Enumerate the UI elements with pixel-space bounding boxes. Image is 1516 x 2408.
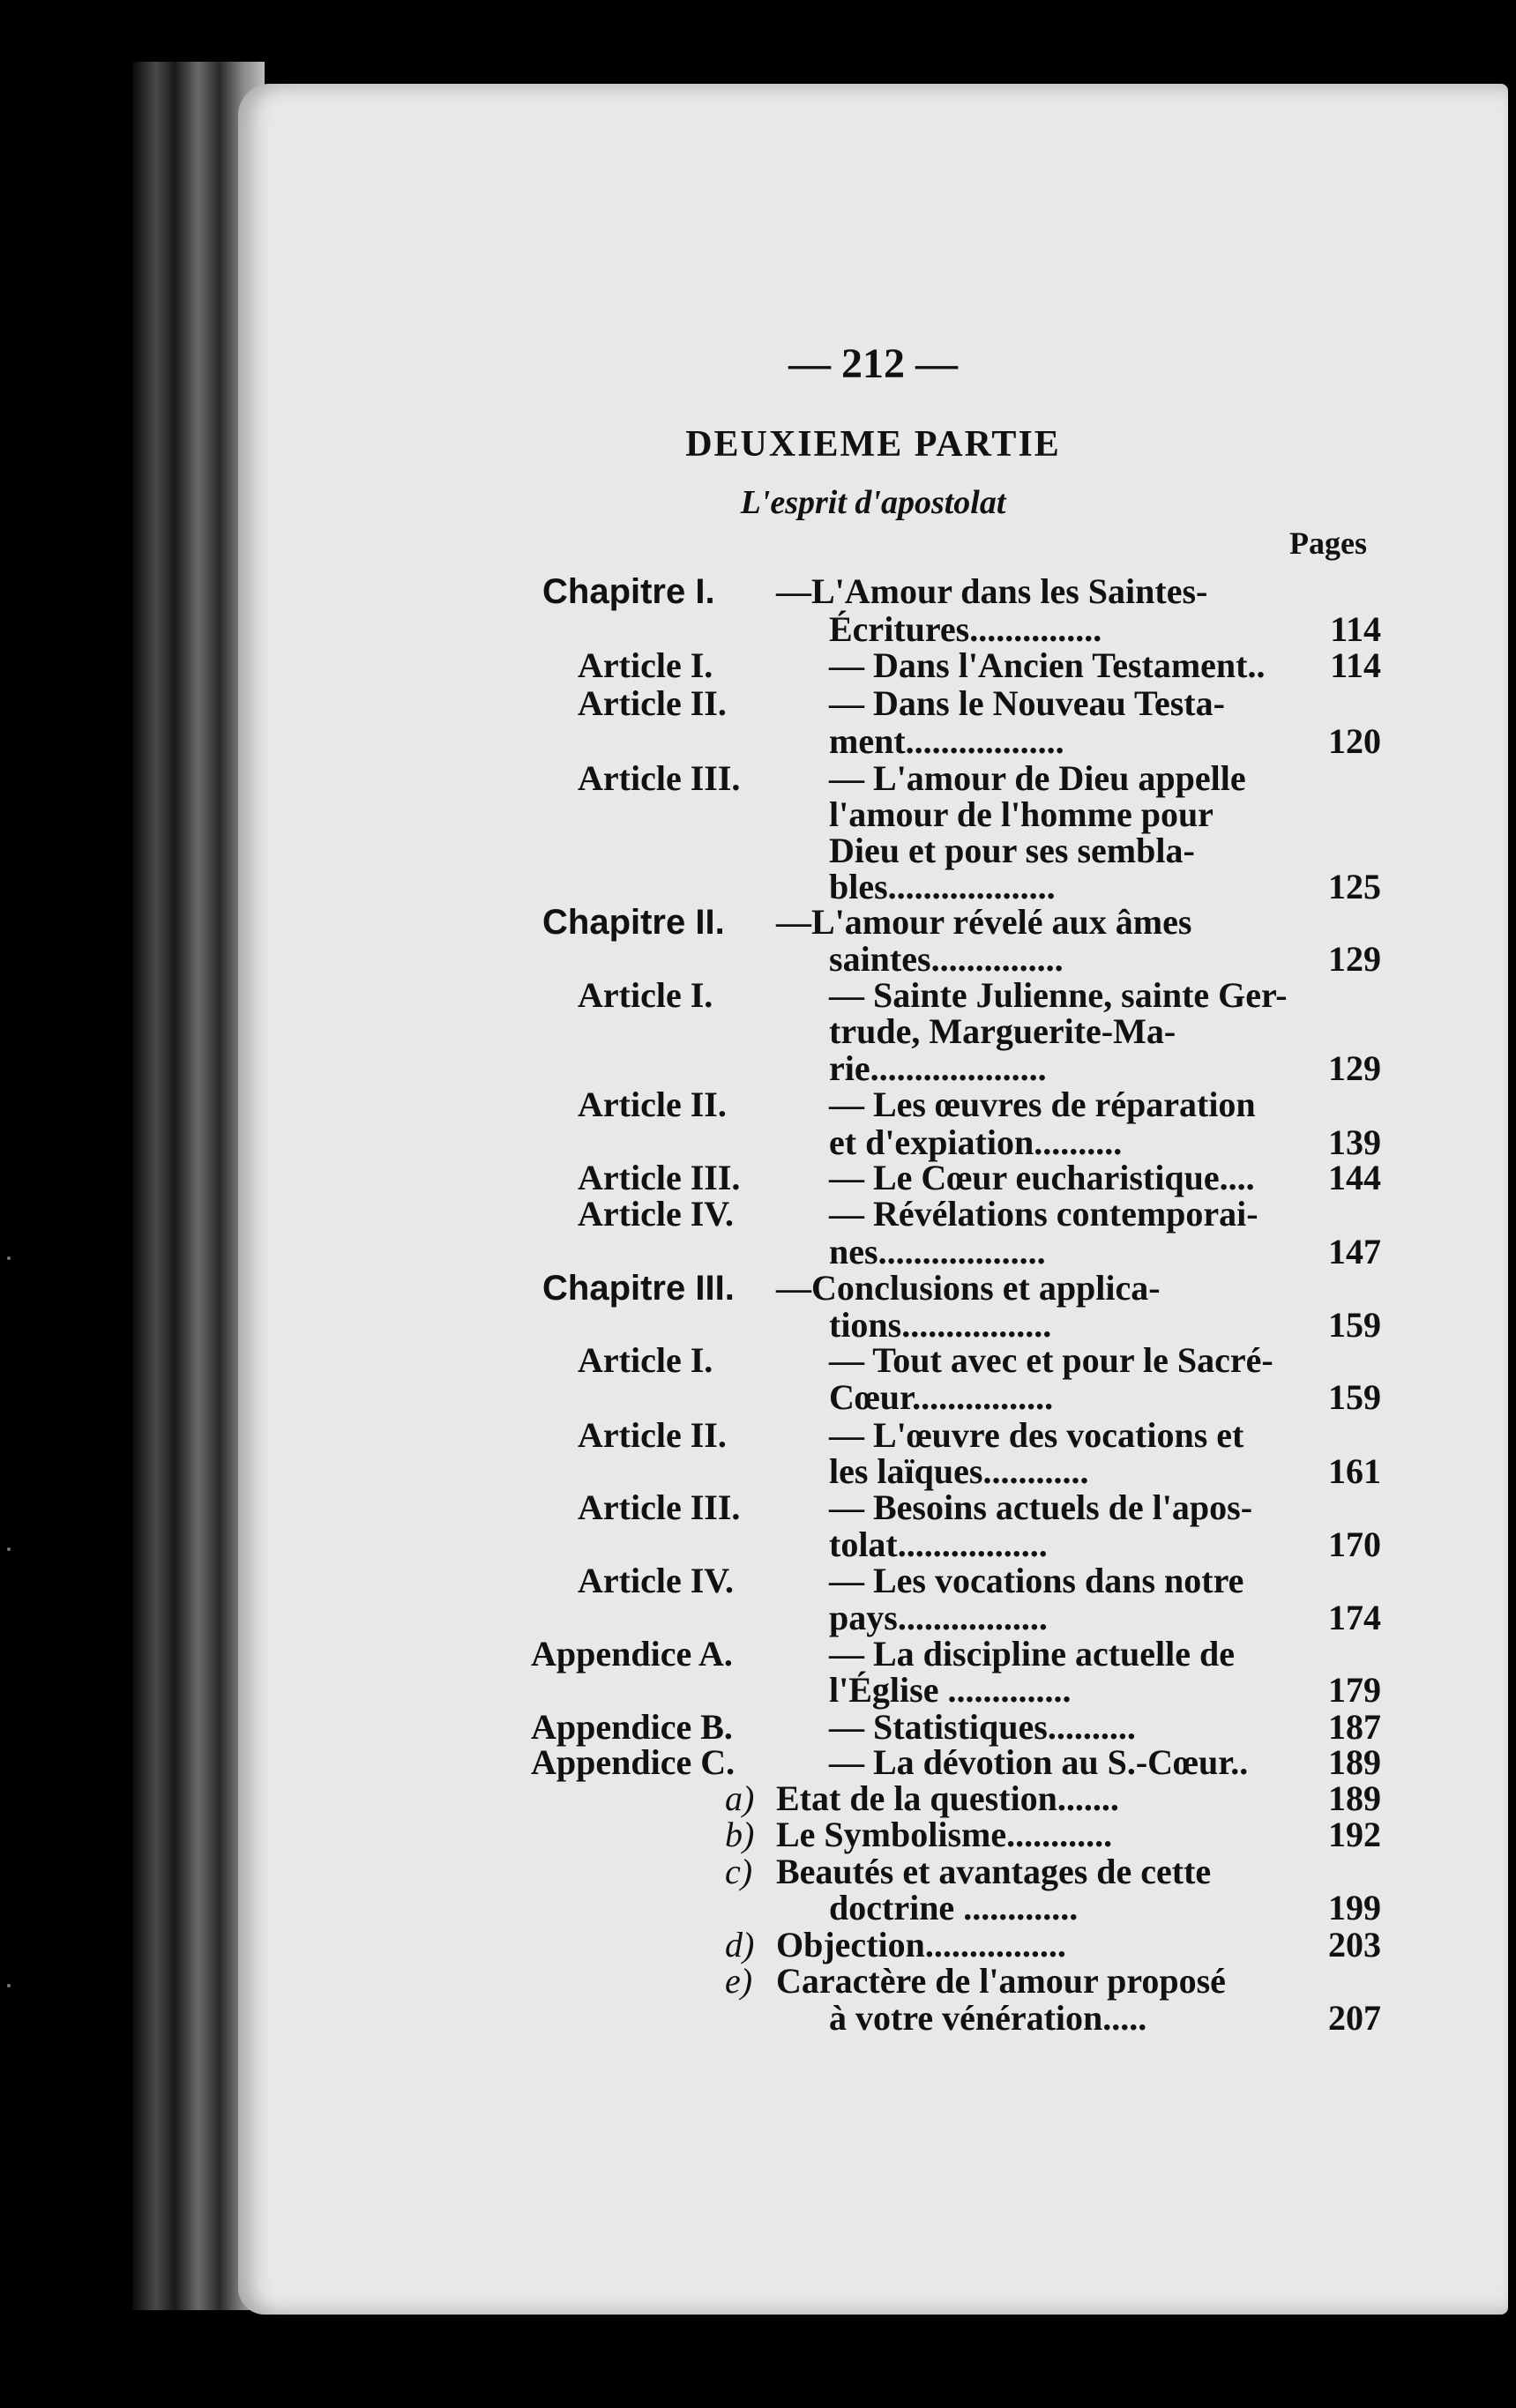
toc-entry-label: e): [725, 1961, 753, 2001]
toc-entry-label: c): [725, 1852, 753, 1891]
toc-entry: [0, 1086, 1516, 1123]
toc-entry-label: Article III.: [578, 1158, 741, 1197]
toc-entry: [0, 977, 1516, 1014]
toc-entry-page: 187: [1328, 1707, 1381, 1747]
toc-entry: [0, 1744, 1516, 1781]
toc-entry-title: — Tout avec et pour le Sacré-: [829, 1340, 1273, 1380]
toc-entry: [0, 1013, 1516, 1050]
toc-entry: [0, 2000, 1516, 2037]
toc-entry-title: bles...................: [829, 867, 1056, 906]
toc-entry: [0, 611, 1516, 648]
toc-entry: [0, 1780, 1516, 1817]
toc-entry: [0, 1270, 1516, 1307]
toc-entry-label: Article I.: [578, 1340, 713, 1380]
toc-entry-page: 129: [1328, 1048, 1381, 1088]
toc-entry-title: Objection................: [776, 1925, 1066, 1964]
toc-entry: [0, 1489, 1516, 1526]
toc-entry-page: 207: [1328, 1998, 1381, 2038]
toc-entry-label: Article I.: [578, 975, 713, 1015]
pages-column-header: Pages: [1289, 526, 1367, 561]
toc-entry-label: Chapitre II.: [542, 903, 725, 942]
toc-entry-page: 189: [1328, 1742, 1381, 1782]
toc-entry: [0, 1342, 1516, 1379]
toc-entry-label: Article IV.: [578, 1561, 734, 1600]
toc-entry-label: Article IV.: [578, 1194, 734, 1234]
toc-entry-page: 147: [1328, 1232, 1381, 1271]
toc-entry-page: 129: [1328, 939, 1381, 979]
toc-entry: [0, 1050, 1516, 1087]
toc-entry: [0, 1562, 1516, 1599]
toc-entry-title: — Le Cœur eucharistique....: [829, 1158, 1255, 1197]
toc-entry-page: 174: [1328, 1598, 1381, 1637]
toc-entry-title: — Besoins actuels de l'apos-: [829, 1487, 1253, 1527]
toc-entry-page: 114: [1330, 609, 1381, 649]
toc-entry-title: trude, Marguerite-Ma-: [829, 1011, 1176, 1051]
toc-entry: [0, 1307, 1516, 1344]
toc-entry: [0, 1636, 1516, 1673]
toc-entry: [0, 1853, 1516, 1890]
toc-entry: [0, 1234, 1516, 1271]
toc-entry-label: Appendice C.: [531, 1742, 736, 1782]
toc-entry-title: l'Église ..............: [829, 1670, 1072, 1710]
toc-entry-label: Appendice B.: [531, 1707, 733, 1747]
toc-entry-title: — L'œuvre des vocations et: [829, 1415, 1244, 1455]
toc-entry: [0, 1963, 1516, 2000]
toc-entry-label: Article II.: [578, 1415, 727, 1455]
toc-entry-page: 125: [1328, 867, 1381, 906]
toc-entry-title: — Dans l'Ancien Testament..: [829, 645, 1266, 685]
toc-entry: [0, 1453, 1516, 1490]
toc-entry: [0, 1599, 1516, 1636]
toc-entry-title: pays.................: [829, 1598, 1048, 1637]
toc-entry: [0, 1927, 1516, 1964]
toc-entry-title: — Les œuvres de réparation: [829, 1085, 1256, 1124]
toc-entry-title: —L'Amour dans les Saintes-: [776, 571, 1208, 611]
toc-entry-label: b): [725, 1815, 755, 1854]
toc-entry-label: Article III.: [578, 758, 741, 798]
part-subtitle: L'esprit d'apostolat: [740, 484, 1006, 521]
part-title: DEUXIEME PARTIE: [685, 424, 1061, 465]
toc-entry-label: d): [725, 1925, 755, 1964]
toc-entry-title: — La dévotion au S.-Cœur..: [829, 1742, 1249, 1782]
toc-entry: [0, 904, 1516, 941]
toc-entry-page: 199: [1328, 1888, 1381, 1927]
toc-entry-title: nes...................: [829, 1232, 1046, 1271]
toc-entry-title: — Révélations contemporai-: [829, 1194, 1258, 1234]
toc-entry-title: — L'amour de Dieu appelle: [829, 758, 1246, 798]
toc-entry-label: Chapitre III.: [542, 1269, 735, 1308]
toc-entry-title: les laïques............: [829, 1451, 1089, 1491]
toc-entry-title: Le Symbolisme............: [776, 1815, 1113, 1854]
toc-entry-page: 120: [1328, 721, 1381, 761]
toc-entry-page: 159: [1328, 1377, 1381, 1417]
toc-entry: [0, 723, 1516, 760]
toc-entry-page: 170: [1328, 1525, 1381, 1564]
toc-entry-title: à votre vénération.....: [829, 1998, 1147, 2038]
toc-entry-title: — Dans le Nouveau Testa-: [829, 683, 1225, 723]
toc-entry-label: Appendice A.: [531, 1634, 733, 1674]
toc-entry-title: Caractère de l'amour proposé: [776, 1961, 1226, 2001]
toc-entry-page: 192: [1328, 1815, 1381, 1854]
toc-entry: [0, 647, 1516, 684]
toc-entry-title: et d'expiation..........: [829, 1122, 1123, 1162]
toc-entry-title: Beautés et avantages de cette: [776, 1852, 1212, 1891]
toc-entry: [0, 1816, 1516, 1853]
toc-entry-page: 203: [1328, 1925, 1381, 1964]
toc-entry: [0, 1417, 1516, 1454]
toc-entry-title: — Statistiques..........: [829, 1707, 1136, 1747]
toc-entry: [0, 832, 1516, 869]
toc-entry-page: 139: [1328, 1122, 1381, 1162]
toc-entry: [0, 869, 1516, 906]
toc-entry-title: rie....................: [829, 1048, 1047, 1088]
toc-entry: [0, 685, 1516, 722]
toc-entry-title: saintes...............: [829, 939, 1064, 979]
toc-entry: [0, 941, 1516, 978]
toc-entry: [0, 796, 1516, 833]
toc-entry-label: a): [725, 1778, 755, 1818]
toc-entry-title: —L'amour révelé aux âmes: [776, 902, 1192, 942]
toc-entry: [0, 1526, 1516, 1563]
toc-entry: [0, 573, 1516, 610]
toc-entry-page: 159: [1328, 1305, 1381, 1345]
toc-entry: [0, 1890, 1516, 1927]
toc-entry: [0, 1709, 1516, 1746]
toc-entry-page: 189: [1328, 1778, 1381, 1818]
toc-entry-label: Article III.: [578, 1487, 741, 1527]
toc-entry-page: 144: [1328, 1158, 1381, 1197]
toc-entry-title: tolat.................: [829, 1525, 1048, 1564]
toc-entry: [0, 1672, 1516, 1709]
toc-entry-label: Chapitre I.: [542, 572, 715, 611]
toc-entry-title: Etat de la question.......: [776, 1778, 1119, 1818]
toc-entry: [0, 1379, 1516, 1416]
toc-entry: [0, 760, 1516, 797]
toc-entry-page: 161: [1328, 1451, 1381, 1491]
toc-entry-title: — La discipline actuelle de: [829, 1634, 1235, 1674]
toc-entry-title: Dieu et pour ses sembla-: [829, 831, 1195, 870]
toc-entry-title: doctrine .............: [829, 1888, 1079, 1927]
toc-entry-title: Écritures...............: [829, 609, 1102, 649]
toc-entry: [0, 1159, 1516, 1197]
toc-entry-title: ment..................: [829, 721, 1064, 761]
toc-entry: [0, 1124, 1516, 1161]
toc-entry-title: — Sainte Julienne, sainte Ger-: [829, 975, 1288, 1015]
toc-entry: [0, 1196, 1516, 1233]
toc-entry-title: —Conclusions et applica-: [776, 1268, 1161, 1308]
toc-entry-title: tions.................: [829, 1305, 1052, 1345]
toc-entry-page: 179: [1328, 1670, 1381, 1710]
toc-entry-title: l'amour de l'homme pour: [829, 794, 1214, 834]
toc-entry-page: 114: [1330, 645, 1381, 685]
page-number: — 212 —: [788, 340, 958, 387]
toc-entry-title: Cœur................: [829, 1377, 1054, 1417]
toc-entry-label: Article II.: [578, 1085, 727, 1124]
toc-entry-title: — Les vocations dans notre: [829, 1561, 1244, 1600]
toc-entry-label: Article I.: [578, 645, 713, 685]
toc-entry-label: Article II.: [578, 683, 727, 723]
